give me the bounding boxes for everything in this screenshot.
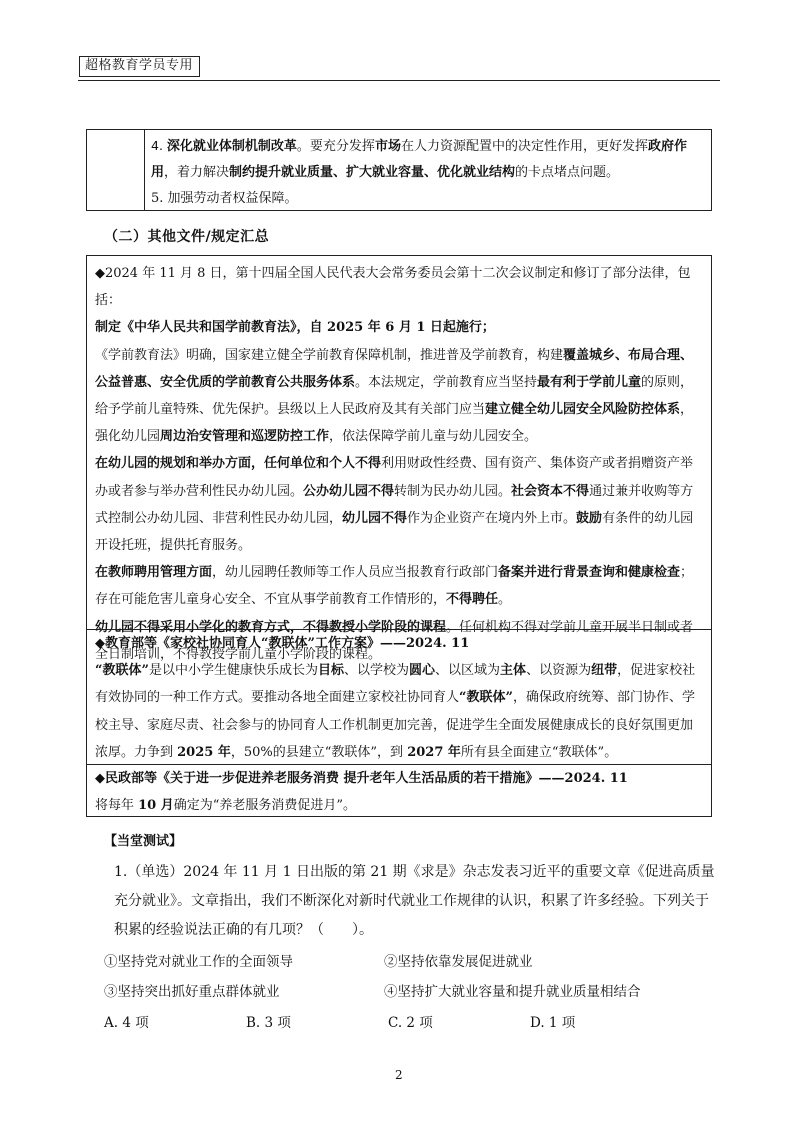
statement-1: ①坚持党对就业工作的全面领导: [104, 954, 293, 970]
option-d[interactable]: D. 1 项: [530, 1015, 576, 1031]
quiz-question: 1.（单选）2024 年 11 月 1 日出版的第 21 期《求是》杂志发表习近平的重要文章《促进高质量充分就业》。文章指出，我们不断深化对新时代就业工作规律的认识，积累了许多经验。下列关于积累的经验说法正确的有几项？（ ）。: [114, 864, 715, 938]
header-rule: [78, 80, 720, 81]
header-tag: 超格教育学员专用: [79, 56, 200, 77]
statement-3: ③坚持突出抓好重点群体就业: [104, 984, 280, 1000]
option-c[interactable]: C. 2 项: [388, 1015, 433, 1031]
documents-box: [86, 255, 712, 817]
block-elderly-care: ◆民政部等《关于进一步促进养老服务消费 提升老年人生活品质的若干措施》——2024. 11 将每年 10 月确定为“养老服务消费促进月”。: [95, 771, 628, 814]
item-4: 4. 深化就业体制机制改革。要充分发挥市场在人力资源配置中的决定性作用，更好发挥政府作 用，着力解决制约提升就业质量、扩大就业容量、优化就业结构的卡点堵点问题。: [151, 138, 687, 180]
statement-2: ②坚持依靠发展促进就业: [384, 954, 533, 970]
page-number: 2: [395, 1068, 403, 1082]
block-preschool-law: ◆2024 年 11 月 8 日，第十四届全国人民代表大会常务委员会第十二次会议制定和修订了部分法律，包括： 制定《中华人民共和国学前教育法》，自 2025 年 6 月 1 日起施行； 《学前教育法》明确，国家建立健全学前教育保障机制，推进普及学前教育，构建覆盖城乡、布局合理、公益普惠、安全优质的学前教育公共服务体系。本法规定，学前教育应当坚持最有利于学前儿童的原则，给予学前儿童特殊、优先保护。县级以上人民政府及其有关部门应当建立健全幼儿园安全风险防控体系，强化幼儿园周边治安管理和巡逻防控工作，依法保障学前儿童与幼儿园安全。 在幼儿园的规划和举办方面，任何单位和个人不得利用财政性经费、国有资产、集体资产或者捐赠资产举办或者参与举办营利性民办幼儿园。公办幼儿园不得转制为民办幼儿园。社会资本不得通过兼并收购等方式控制公办幼儿园、非营利性民办幼儿园，幼儿园不得作为企业资产在境内外上市。鼓励有条件的幼儿园开设托班，提供托育服务。 在教师聘用管理方面，幼儿园聘任教师等工作人员应当报教育行政部门备案并进行背景查询和健康检查；存在可能危害儿童身心安全、不宜从事学前教育工作情形的，不得聘任。 幼儿园不得采用小学化的教育方式，不得教授小学阶段的课程。任何机构不得对学前儿童开展半日制或者全日制培训，不得教授学前儿童小学阶段的课程。: [95, 266, 694, 662]
statements-row-1: [104, 950, 533, 970]
option-b[interactable]: B. 3 项: [246, 1015, 291, 1031]
answer-options: [104, 1011, 575, 1031]
item-5: 5. 加强劳动者权益保障。: [151, 191, 298, 206]
block-jiaolianti: ◆教育部等《家校社协同育人“教联体”工作方案》——2024. 11 “教联体”是以中小学生健康快乐成长为目标、以学校为圆心、以区域为主体、以资源为纽带，促进家校社有效协同的一种工作方式。要推动各地全面建立家校社协同育人“教联体”，确保政府统筹、部门协作、学校主导、家庭尽责、社会参与的协同育人工作机制更加完善，促进学生全面发展健康成长的良好氛围更加浓厚。力争到 2025 年，50%的县建立“教联体”，到 2027 年所有县全面建立“教联体”。: [95, 636, 696, 760]
table-content: [151, 133, 705, 212]
option-a[interactable]: A. 4 项: [104, 1015, 149, 1031]
section-title: （二）其他文件/规定汇总: [104, 229, 270, 245]
statement-4: ④坚持扩大就业容量和提升就业质量相结合: [384, 984, 641, 1000]
policy-table: [86, 129, 712, 211]
table-left-cell: [87, 130, 145, 210]
quiz-title: 【当堂测试】: [104, 834, 183, 849]
statements-row-2: [104, 980, 641, 1000]
